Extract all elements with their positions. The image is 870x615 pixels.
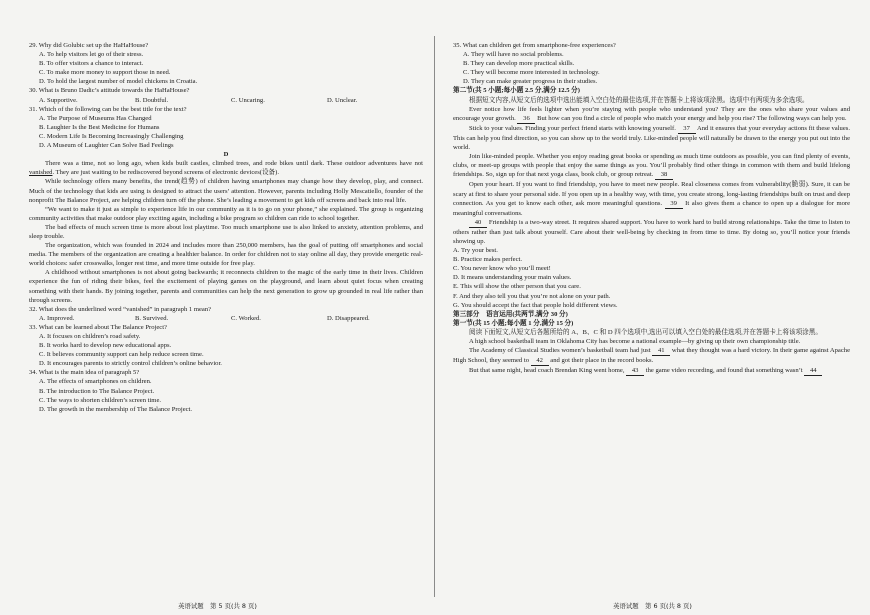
choice-d: D. It means understanding your main values.	[453, 274, 572, 282]
part-3-title: 第三部分 语言运用(共两节,满分 30 分)	[453, 310, 568, 318]
q30-options	[39, 96, 423, 105]
q32-option-c: C. Worked.	[231, 314, 261, 322]
passage-d-paragraph-6: A childhood without smartphones is not about going backwards; it reconnects children to the magic of the early time in their lives. Children experience the fun of riding their bikes, feel the excitement of playing games on the playground, and learn about quiet focus when creating something with their hands. By joining together, parents and communities can help the next generation to grow up grounded in real life rather than through screens.	[29, 269, 423, 304]
cp3-text-b: the game video recording, and found that something wasn’t	[644, 367, 805, 375]
q31-option-c: C. Modern Life Is Becoming Increasingly Challenging	[39, 132, 184, 140]
q34-option-d: D. The growth in the membership of The Balance Project.	[39, 405, 193, 413]
seven-choice-paragraph-5	[453, 218, 850, 246]
q35-option-c: C. They will become more interested in technology.	[463, 69, 600, 77]
blank-39: 39	[665, 199, 683, 209]
blank-38: 38	[655, 170, 673, 180]
question-32-stem: 32. What does the underlined word “vanished” in paragraph 1 mean?	[29, 305, 212, 313]
blank-41: 41	[652, 346, 670, 356]
q29-option-a: A. To help visitors let go of their stress.	[39, 51, 144, 59]
cp2-text-a: The Academy of Classical Studies women’s basketball team had just	[469, 347, 653, 355]
cloze-paragraph-3	[453, 366, 850, 376]
section-2-title: 第二节(共 5 小题;每小题 2.5 分,满分 12.5 分)	[453, 87, 580, 95]
blank-42: 42	[531, 356, 549, 366]
q29-option-d: D. To hold the largest number of model chickens in Croatia.	[39, 78, 198, 86]
q34-option-a: A. The effects of smartphones on children.	[39, 378, 152, 386]
q34-option-b: B. The introduction to The Balance Project.	[39, 387, 155, 395]
seven-choice-paragraph-1	[453, 105, 850, 124]
sp2-text-a: Stick to your values. Finding your perfect friend starts with knowing yourself.	[469, 124, 678, 132]
sp4-text-b: It also gives them a chance to open up a dialogue for more meaningful conversations.	[453, 199, 850, 217]
choice-e: E. This will show the other person that you care.	[453, 283, 581, 291]
part-3-section-1: 第一节(共 15 小题;每小题 1 分,满分 15 分)	[453, 319, 574, 327]
q33-option-c: C. It believes community support can help reduce screen time.	[39, 351, 204, 359]
q32-options	[39, 314, 423, 323]
choice-c: C. You never know who you’ll meet!	[453, 265, 551, 273]
page-5-footer: 英语试题 第 5 页(共 8 页)	[178, 602, 257, 611]
q31-option-b: B. Laughter Is the Best Medicine for Humans	[39, 123, 160, 131]
q30-option-d: D. Unclear.	[327, 96, 358, 104]
q30-option-b: B. Doubtful.	[135, 96, 169, 104]
q32-option-d: D. Disappeared.	[327, 314, 370, 322]
q31-option-a: A. The Purpose of Museums Has Changed	[39, 114, 152, 122]
page-6-footer: 英语试题 第 6 页(共 8 页)	[613, 602, 692, 611]
q29-option-c: C. To make more money to support those in need.	[39, 69, 171, 77]
q32-option-a: A. Improved.	[39, 314, 75, 322]
question-29-stem: 29. Why did Golubic set up the HaHaHouse?	[29, 42, 149, 49]
seven-choice-paragraph-2	[453, 124, 850, 152]
passage-d-paragraph-4: The bad effects of much screen time is more about lost playtime. Too much smartphone use is also linked to anxiety, attention problems, and sleep trouble.	[29, 223, 423, 240]
passage-d-paragraph-1	[29, 159, 423, 177]
cp3-text-a: But that same night, head coach Brendan King went home,	[469, 367, 627, 375]
sp2-text-b: And it ensures that your everyday actions fit these values. This can help you find direction, so you can show up to the world truly. Like-minded people will naturally be drawn to the energy you put out into the world.	[453, 124, 850, 152]
q35-option-b: B. They can develop more practical skills.	[463, 60, 575, 68]
q33-option-a: A. It focuses on children’s road safety.	[39, 333, 141, 340]
p1-before: There was a time, not so long ago, when kids built castles, climbed trees, and rode bikes until dark. These outdoor adventures have not	[45, 160, 423, 168]
cp2-text-c: and got their place in the record books.	[548, 357, 654, 365]
sp3-text-a: Join like-minded people. Whether you enjoy reading great books or spending as much time outdoors as possible, you can find plenty of events, clubs, or meet-up groups with people that enjoy the same things as you. You’ll probably find other things in common with them and build lifelong friendships. So, sign up for that next yoga class, book club, or group retreat.	[453, 153, 850, 179]
cloze-paragraph-1: A high school basketball team in Oklahoma City has become a national example—by giving up their own championship title.	[469, 338, 801, 345]
blank-40: 40	[469, 218, 487, 228]
choice-b: B. Practice makes perfect.	[453, 256, 523, 264]
passage-d-paragraph-5: The organization, which was founded in 2024 and includes more than 250,000 members, has the goal of putting off smartphones and social media. The members of the organization are creating a healthier balance. In order for children not to stay online all day, they provide energetic real-world choices: safer crosswalks, longer rest time, and more time outside for free play.	[29, 242, 423, 268]
passage-d-paragraph-3: “We want to make it just as simple to experience life in our community as it is to go on your phone,” she explained. The group is organizing community activities that make outdoor play exciting again, including a bike program so children can ride to school together.	[29, 205, 423, 222]
page-6	[435, 0, 870, 615]
sp5-text-b: Friendship is a two-way street. It requires shared support. You have to work hard to build strong relationships. Take the time to listen to others rather than just talk about yourself. Care about their well-being by checking in from time to time. By doing so, you’ll notice your friends showing up.	[453, 218, 850, 245]
choice-a: A. Try your best.	[453, 247, 498, 255]
part-3-instructions: 阅读下面短文,从短文后各题所给的 A、B、C 和 D 四个选项中,选出可以填入空白处的最佳选项,并在答题卡上将该项涂黑。	[469, 328, 822, 336]
sp4-text-a: Open your heart. If you want to find friendship, you have to meet new people. Real closeness comes from vulnerability(脆弱). Sure, it can be scary at first to share your personal side. If you open up in a healthy way, with time, you create strong, long-lasting friendships built on trust and deep connection. As you get to know each other, ask more meaningful questions.	[453, 181, 850, 207]
question-35-stem: 35. What can children get from smartphone-free experiences?	[453, 42, 616, 49]
q33-option-d: D. It encourages parents to strictly control children’s online behavior.	[39, 360, 222, 368]
sp1-text-b: But how can you find a circle of people who match your energy and help you rise? The following ways can help you.	[535, 114, 847, 122]
underlined-word: vanished	[29, 169, 53, 177]
blank-43: 43	[626, 366, 644, 376]
q30-option-a: A. Supportive.	[39, 96, 78, 104]
section-2-instructions: 根据短文内容,从短文后的选项中选出能填入空白处的最佳选项,并在答题卡上将该项涂黑。选项中有两项为多余选项。	[469, 96, 809, 104]
q33-option-b: B. It works hard to develop new educational apps.	[39, 342, 172, 350]
q35-option-d: D. They can make greater progress in their studies.	[463, 78, 598, 86]
blank-44: 44	[804, 366, 822, 376]
p1-after: . They are just waiting to be rediscovered beyond screens of electronic devices(设备).	[52, 169, 280, 177]
seven-choice-paragraph-4	[453, 180, 850, 217]
blank-36: 36	[517, 114, 535, 124]
question-34-stem: 34. What is the main idea of paragraph 5?	[29, 369, 140, 377]
sp1-text-a: Ever notice how life feels lighter when you’re staying with people who understand you? They are the ones who share your values and encourage your growth.	[453, 105, 850, 122]
question-33-stem: 33. What can be learned about The Balance Project?	[29, 323, 167, 331]
blank-37: 37	[678, 124, 696, 134]
choice-g: G. You should accept the fact that people hold different views.	[453, 301, 618, 309]
seven-choice-paragraph-3	[453, 152, 850, 180]
q29-option-b: B. To offer visitors a chance to interact.	[39, 60, 144, 68]
choice-f: F. And they also tell you that you’re not alone on your path.	[453, 292, 611, 300]
cp2-text-b: what they thought was a hard victory. In their game against Apache High School, they seemed to	[453, 347, 850, 365]
q35-option-a: A. They will have no social problems.	[463, 51, 564, 59]
q31-option-d: D. A Museum of Laughter Can Solve Bad Feelings	[39, 142, 174, 150]
q34-option-c: C. The ways to shorten children’s screen time.	[39, 396, 162, 404]
passage-d-paragraph-2: While technology offers many benefits, the trend(趋势) of children having smartphones may change how they develop, play, and connect. Much of the technology that kids are using is designed to attract the users’ attention. However, parents including Holly Mescatiello, founder of the nonprofit The Balance Project, are helping children turn off the phone. She’s leading a movement to get kids off screens and back into real life.	[29, 178, 423, 204]
passage-d-label: D	[223, 151, 229, 159]
question-30-stem: 30. What is Bruno Dadic’s attitude towards the HaHaHouse?	[29, 87, 190, 95]
question-31-stem: 31. Which of the following can be the best title for the text?	[29, 105, 187, 113]
q32-option-b: B. Survived.	[135, 314, 169, 322]
q30-option-c: C. Uncaring.	[231, 96, 265, 104]
cloze-paragraph-2	[453, 346, 850, 366]
